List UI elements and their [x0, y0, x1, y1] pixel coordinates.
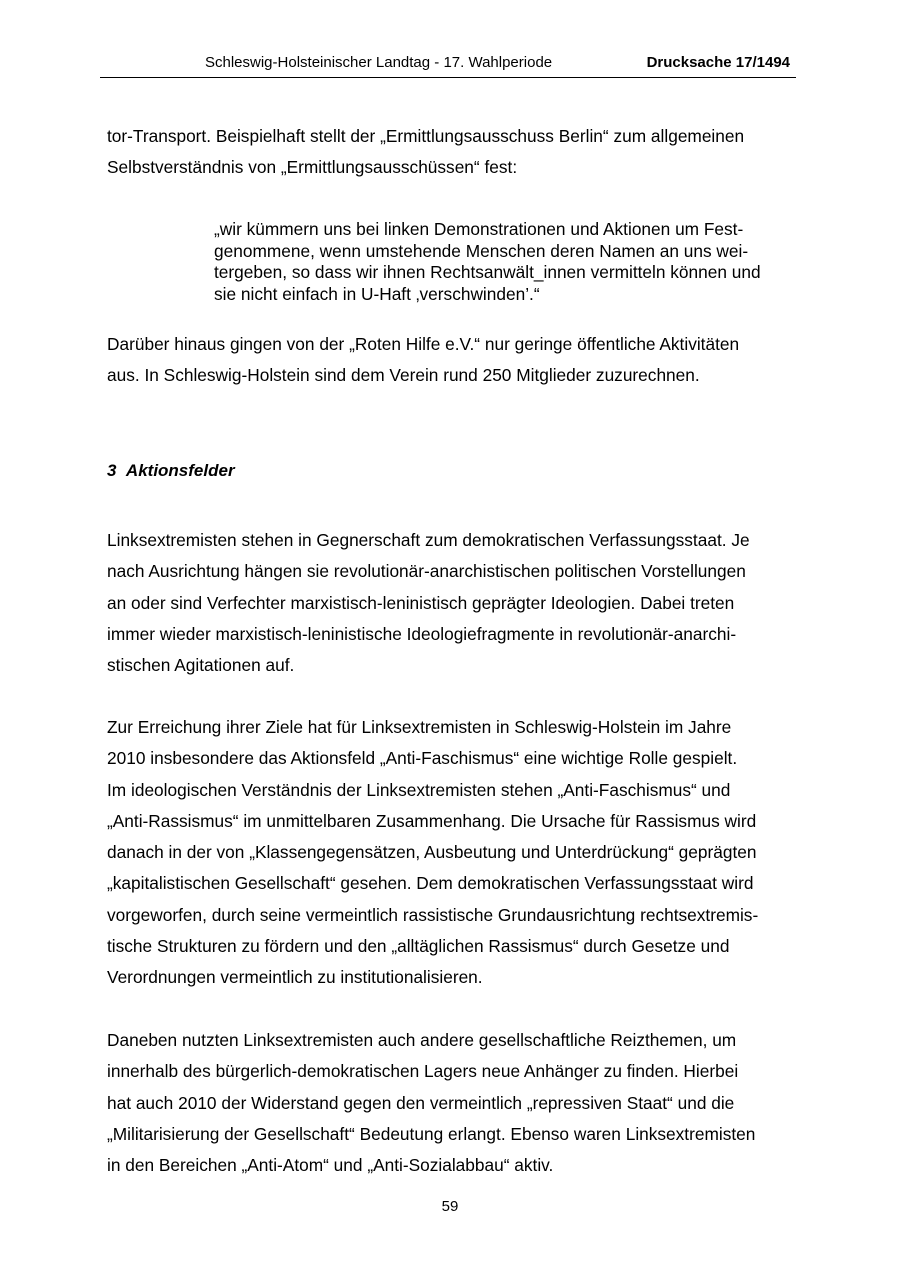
text-line: Zur Erreichung ihrer Ziele hat für Linksextremisten in Schleswig-Holstein im Jahre — [107, 717, 732, 737]
text-line: Im ideologischen Verständnis der Linksextremisten stehen „Anti-Faschismus“ und — [107, 779, 731, 800]
text-line: „Anti-Rassismus“ im unmittelbaren Zusammenhang. Die Ursache für Rassismus wird — [107, 810, 757, 831]
text-line: immer wieder marxistisch-leninistische Ideologiefragmente in revolutionär-anarchi- — [107, 623, 737, 644]
text-line: innerhalb des bürgerlich-demokratischen Lagers neue Anhänger zu finden. Hierbei — [107, 1061, 739, 1082]
quote-line: tergeben, so dass wir ihnen Rechtsanwält_innen vermitteln können und — [214, 262, 761, 282]
text-line: tor-Transport. Beispielhaft stellt der „Ermittlungsausschuss Berlin“ zum allgemeinen — [107, 126, 745, 146]
quote-line: genommene, wenn umstehende Menschen deren Namen an uns wei- — [214, 240, 749, 261]
quote-line: „wir kümmern uns bei linken Demonstrationen und Aktionen um Fest- — [214, 219, 744, 239]
text-line: stischen Agitationen auf. — [107, 655, 295, 676]
paragraph-3 — [107, 1025, 797, 1181]
text-line: an oder sind Verfechter marxistisch-leninistisch geprägter Ideologien. Dabei treten — [107, 592, 735, 613]
text-line: Verordnungen vermeintlich zu institutionalisieren. — [107, 967, 483, 988]
text-line: aus. In Schleswig-Holstein sind dem Verein rund 250 Mitglieder zuzurechnen. — [107, 365, 700, 386]
page-number: 59 — [441, 1198, 459, 1215]
page-header — [100, 52, 796, 78]
quote-line: sie nicht einfach in U-Haft ‚verschwinden’.“ — [214, 283, 540, 304]
header-title: Schleswig-Holsteinischer Landtag - 17. Wahlperiode — [205, 54, 553, 71]
section-heading — [107, 460, 235, 482]
text-line: hat auch 2010 der Widerstand gegen den vermeintlich „repressiven Staat“ und die — [107, 1092, 735, 1113]
intro-paragraph — [107, 121, 797, 184]
text-line: vorgeworfen, durch seine vermeintlich rassistische Grundausrichtung rechtsextremis- — [107, 904, 759, 925]
text-line: Daneben nutzten Linksextremisten auch andere gesellschaftliche Reizthemen, um — [107, 1030, 737, 1050]
text-line: nach Ausrichtung hängen sie revolutionär-anarchistischen politischen Vorstellungen — [107, 561, 746, 582]
text-line: „kapitalistischen Gesellschaft“ gesehen. Dem demokratischen Verfassungsstaat wird — [107, 873, 754, 894]
paragraph-1 — [107, 525, 797, 681]
after-quote-paragraph — [107, 329, 797, 392]
text-line: 2010 insbesondere das Aktionsfeld „Anti-Faschismus“ eine wichtige Rolle gespielt. — [107, 748, 738, 769]
section-title: Aktionsfelder — [125, 461, 235, 480]
text-line: Darüber hinaus gingen von der „Roten Hilfe e.V.“ nur geringe öffentliche Aktivitäten — [107, 334, 740, 354]
text-line: danach in der von „Klassengegensätzen, Ausbeutung und Unterdrückung“ geprägten — [107, 842, 757, 863]
text-line: in den Bereichen „Anti-Atom“ und „Anti-Sozialabbau“ aktiv. — [107, 1155, 554, 1176]
block-quote — [214, 219, 799, 305]
header-document-number: Drucksache 17/1494 — [646, 54, 790, 71]
text-line: Selbstverständnis von „Ermittlungsausschüssen“ fest: — [107, 157, 518, 178]
section-number: 3 — [107, 461, 117, 480]
text-line: Linksextremisten stehen in Gegnerschaft zum demokratischen Verfassungsstaat. Je — [107, 530, 750, 550]
text-line: „Militarisierung der Gesellschaft“ Bedeutung erlangt. Ebenso waren Linksextremisten — [107, 1123, 756, 1144]
text-line: tische Strukturen zu fördern und den „alltäglichen Rassismus“ durch Gesetze und — [107, 936, 730, 957]
paragraph-2 — [107, 712, 797, 994]
